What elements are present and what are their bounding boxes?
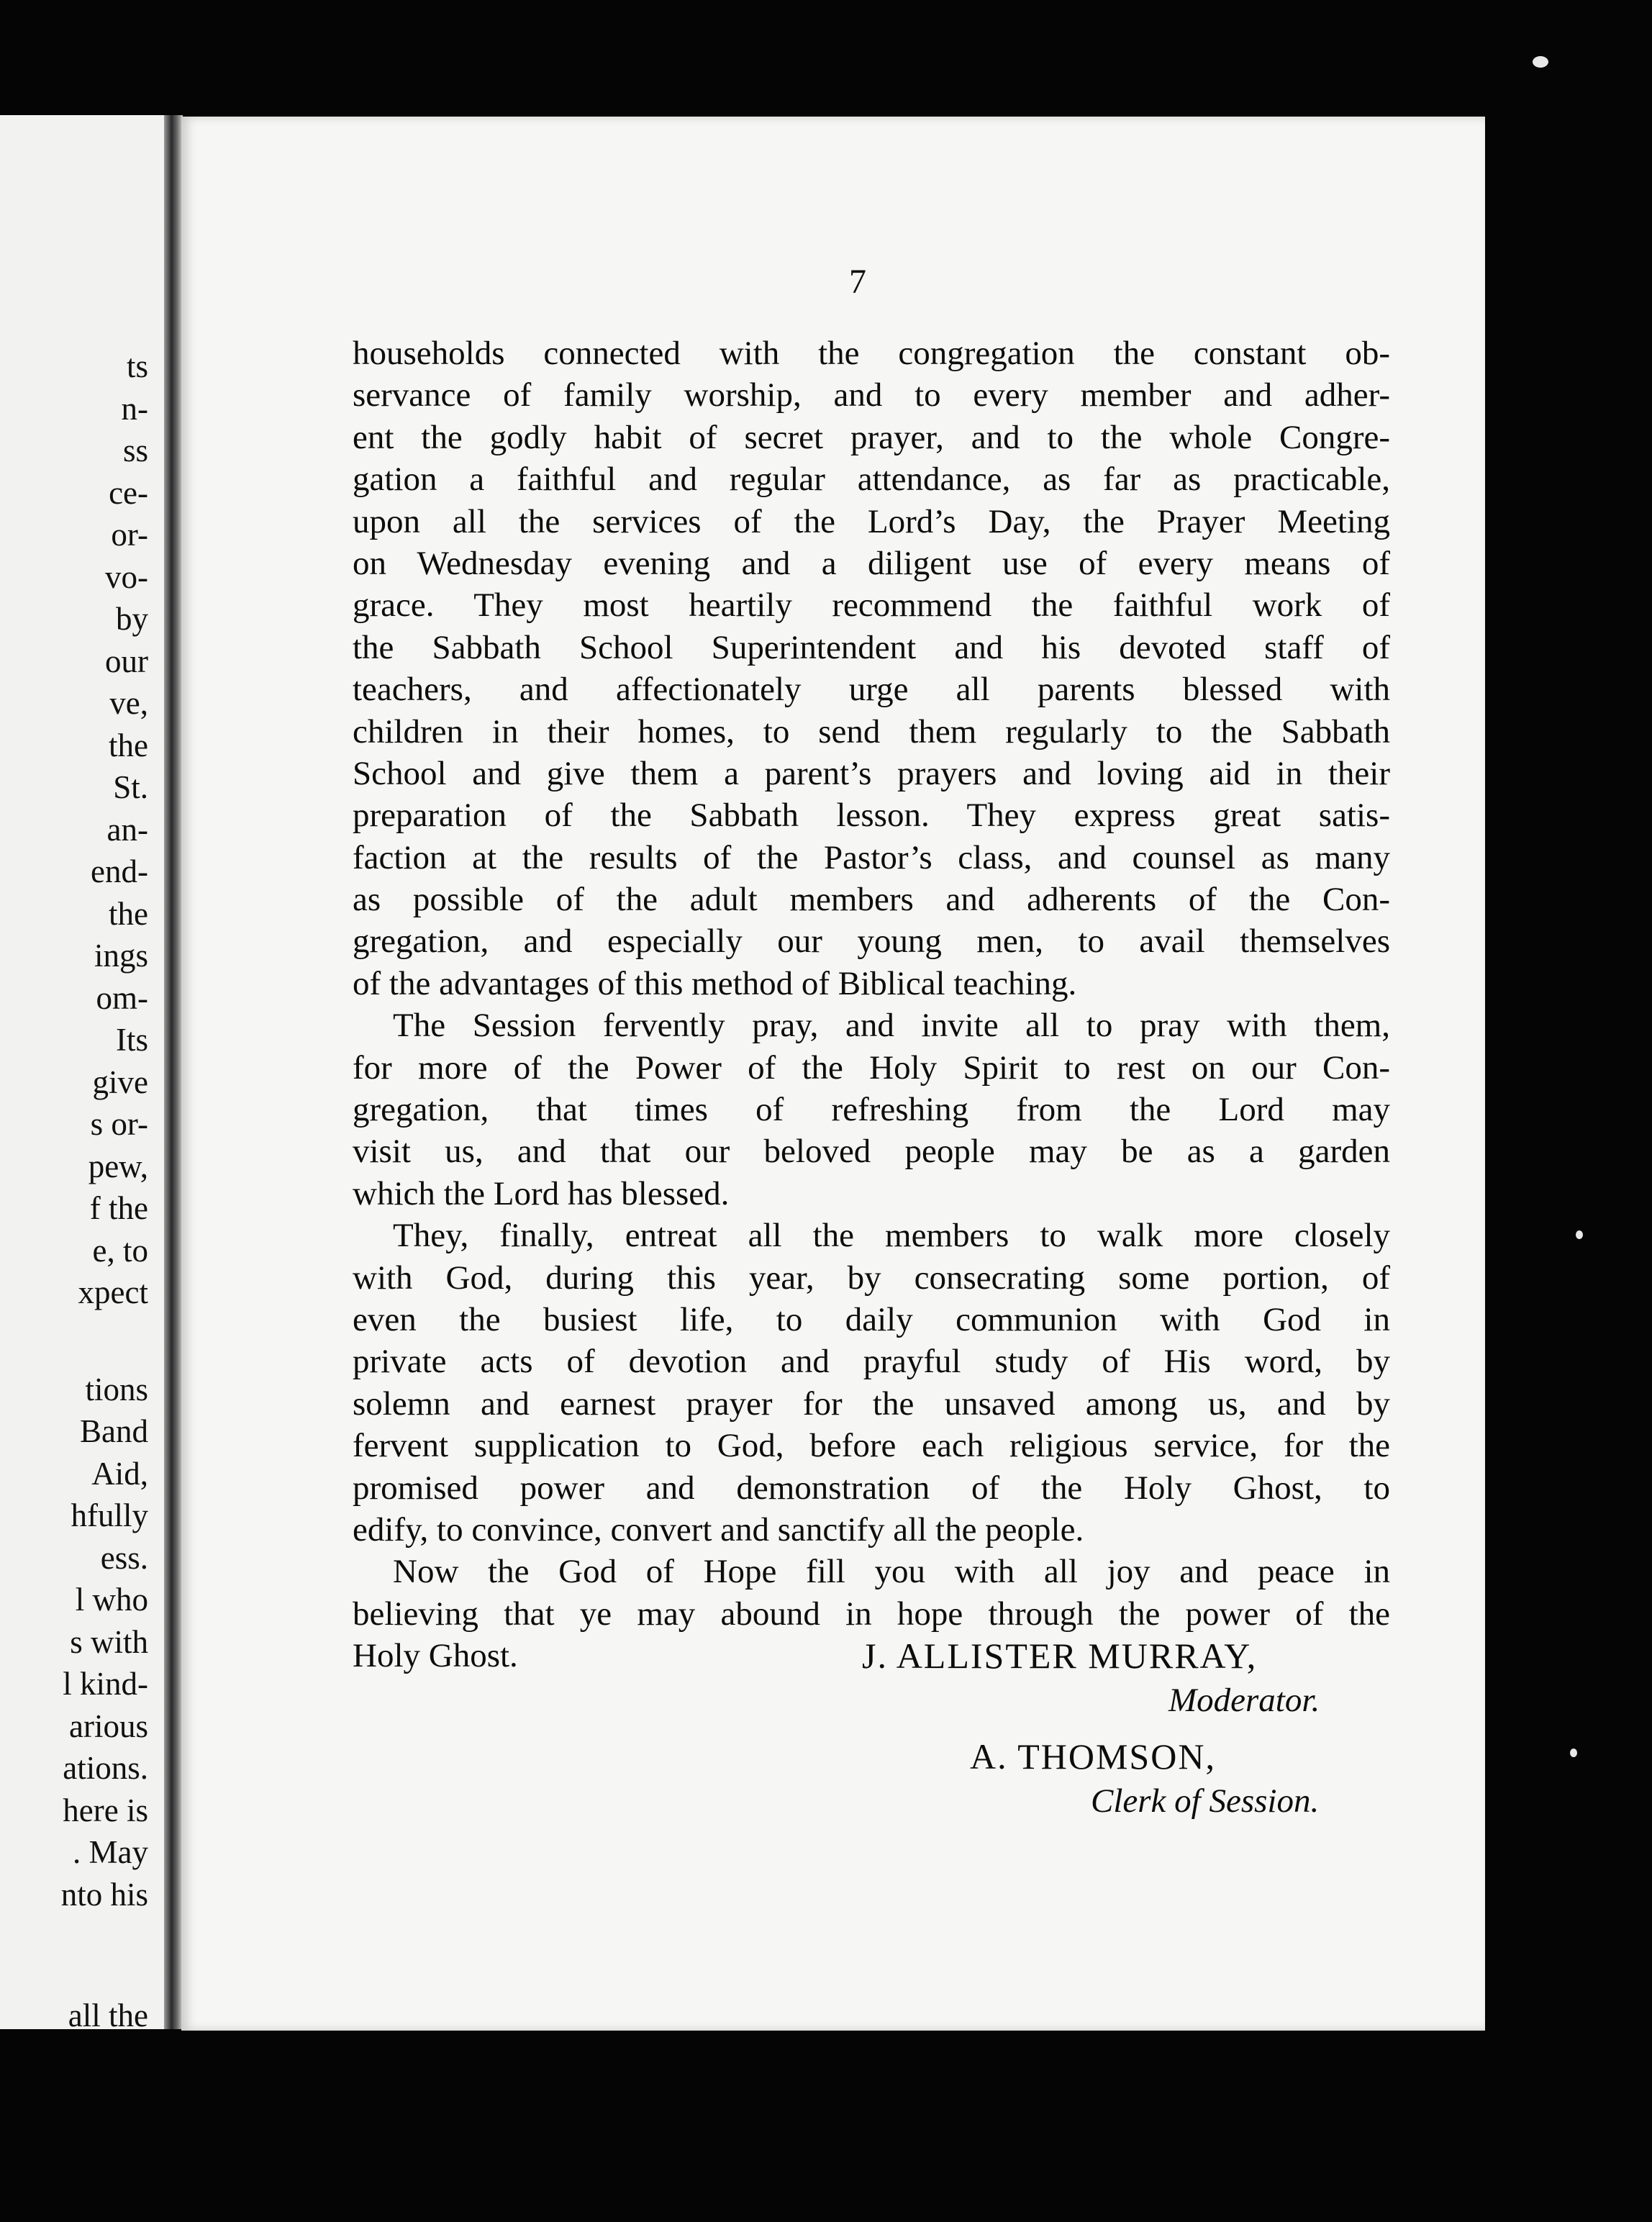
book-gutter [164, 115, 183, 2029]
paragraph [353, 1005, 1390, 1215]
text-line: faction at the results of the Pastor’s class, and counsel as many [353, 838, 1390, 876]
text-line: on Wednesday evening and a diligent use of every means of [353, 544, 1390, 582]
paragraph [353, 332, 1390, 1005]
text-line: grace. They most heartily recommend the faithful work of [353, 586, 1390, 625]
previous-page-fragment: pew, [88, 1148, 148, 1184]
text-line: solemn and earnest prayer for the unsaved among us, and by [353, 1384, 1390, 1423]
previous-page-fragment: the [109, 727, 148, 763]
previous-page-fragment: all the [68, 1997, 148, 2029]
previous-page-fragment: f the [89, 1190, 148, 1226]
previous-page-fragment: e, to [92, 1232, 148, 1269]
previous-page-fragment: ations. [63, 1750, 148, 1786]
text-line: The Session fervently pray, and invite all to pray with them, [393, 1007, 1390, 1045]
previous-page-fragment: give [92, 1064, 148, 1100]
text-line: of the advantages of this method of Biblical teaching. [353, 964, 1077, 1002]
scan-speck [1576, 1230, 1583, 1239]
previous-page-fragment: the [109, 895, 148, 932]
body-text [353, 332, 1390, 1677]
text-line: the Sabbath School Superintendent and his devoted staff of [353, 628, 1390, 666]
text-line: promised power and demonstration of the Holy Ghost, to [353, 1469, 1390, 1507]
text-line: as possible of the adult members and adherents of the Con- [353, 881, 1390, 919]
previous-page-fragment: hfully [71, 1497, 148, 1533]
text-line: even the busiest life, to daily communion with God in [353, 1300, 1390, 1338]
scan-speck [1533, 56, 1548, 68]
previous-page-fragment: ss [122, 432, 148, 468]
page-number: 7 [849, 263, 866, 301]
previous-page-edge [0, 115, 170, 2029]
text-line: gation a faithful and regular attendance, as far as practicable, [353, 461, 1390, 499]
text-line: with God, during this year, by consecrating some portion, of [353, 1259, 1390, 1297]
previous-page-fragment: Band [80, 1413, 148, 1449]
previous-page-fragment: nto his [60, 1876, 148, 1913]
scan-speck [1570, 1749, 1577, 1757]
previous-page-fragment: here is [63, 1792, 148, 1828]
text-line: Holy Ghost. [353, 1637, 518, 1675]
previous-page-fragment: s with [70, 1623, 148, 1660]
previous-page-fragment: an- [106, 811, 148, 848]
previous-page-fragment: or- [111, 517, 148, 553]
signature-name: A. THOMSON, [970, 1736, 1216, 1777]
text-line: fervent supplication to God, before each religious service, for the [353, 1427, 1390, 1465]
previous-page-text-fragments [61, 345, 148, 2029]
previous-page-fragment: arious [69, 1708, 148, 1744]
signature-clerk-title [1091, 1782, 1319, 1820]
previous-page-fragment: n- [121, 390, 148, 427]
paragraph [353, 1215, 1390, 1551]
text-line: for more of the Power of the Holy Spirit to rest on our Con- [353, 1048, 1390, 1087]
previous-page-fragment: by [116, 601, 148, 637]
text-line: children in their homes, to send them regularly to the Sabbath [353, 712, 1390, 751]
text-line: preparation of the Sabbath lesson. They express great satis- [353, 797, 1390, 835]
text-line: They, finally, entreat all the members to walk more closely [393, 1217, 1390, 1255]
previous-page-fragment: ess. [100, 1539, 148, 1576]
text-line: School and give them a parent’s prayers and loving aid in their [353, 754, 1390, 792]
signature-moderator [862, 1635, 1257, 1677]
previous-page-fragment: l kind- [63, 1666, 148, 1702]
text-line: households connected with the congregation the constant ob- [353, 335, 1390, 372]
previous-page-fragment: end- [91, 853, 148, 889]
text-line: edify, to convince, convert and sanctify all the people. [353, 1510, 1084, 1548]
previous-page-fragment: l who [75, 1582, 148, 1618]
previous-page-fragment: xpect [78, 1274, 148, 1310]
previous-page-fragment: Its [116, 1022, 148, 1058]
signature-moderator-title [1168, 1681, 1320, 1720]
previous-page-fragment: om- [96, 979, 148, 1016]
previous-page-fragment: ce- [109, 474, 148, 511]
text-line: private acts of devotion and prayful study of His word, by [353, 1343, 1390, 1381]
text-line: teachers, and affectionately urge all parents blessed with [353, 671, 1390, 709]
signature-title: Moderator. [1168, 1682, 1320, 1719]
text-line: believing that ye may abound in hope through the power of the [353, 1595, 1390, 1633]
text-line: which the Lord has blessed. [353, 1174, 730, 1212]
previous-page-fragment: ve, [109, 685, 148, 721]
previous-page-fragment: tions [85, 1371, 148, 1407]
signature-title: Clerk of Session. [1091, 1782, 1320, 1820]
text-line: visit us, and that our beloved people may be as a garden [353, 1133, 1390, 1171]
text-line: servance of family worship, and to every member and adher- [353, 376, 1390, 414]
previous-page-fragment: ings [94, 938, 148, 974]
previous-page-fragment: . May [73, 1834, 148, 1870]
previous-page-fragment: St. [113, 769, 148, 805]
previous-page-fragment: vo- [105, 558, 148, 595]
text-line: gregation, and especially our young men, to avail themselves [353, 922, 1390, 961]
previous-page-fragment: our [105, 643, 148, 679]
signature-clerk [970, 1736, 1216, 1777]
text-line: ent the godly habit of secret prayer, and to the whole Congre- [353, 418, 1390, 456]
previous-page-fragment: Aid, [91, 1455, 148, 1492]
page [181, 117, 1485, 2031]
signature-name: J. ALLISTER MURRAY, [862, 1636, 1258, 1676]
text-line: upon all the services of the Lord’s Day, the Prayer Meeting [353, 502, 1390, 540]
text-line: gregation, that times of refreshing from the Lord may [353, 1091, 1390, 1129]
previous-page-fragment: s or- [90, 1106, 148, 1142]
previous-page-fragment: ts [126, 348, 148, 384]
text-line: Now the God of Hope fill you with all joy and peace in [393, 1553, 1390, 1591]
